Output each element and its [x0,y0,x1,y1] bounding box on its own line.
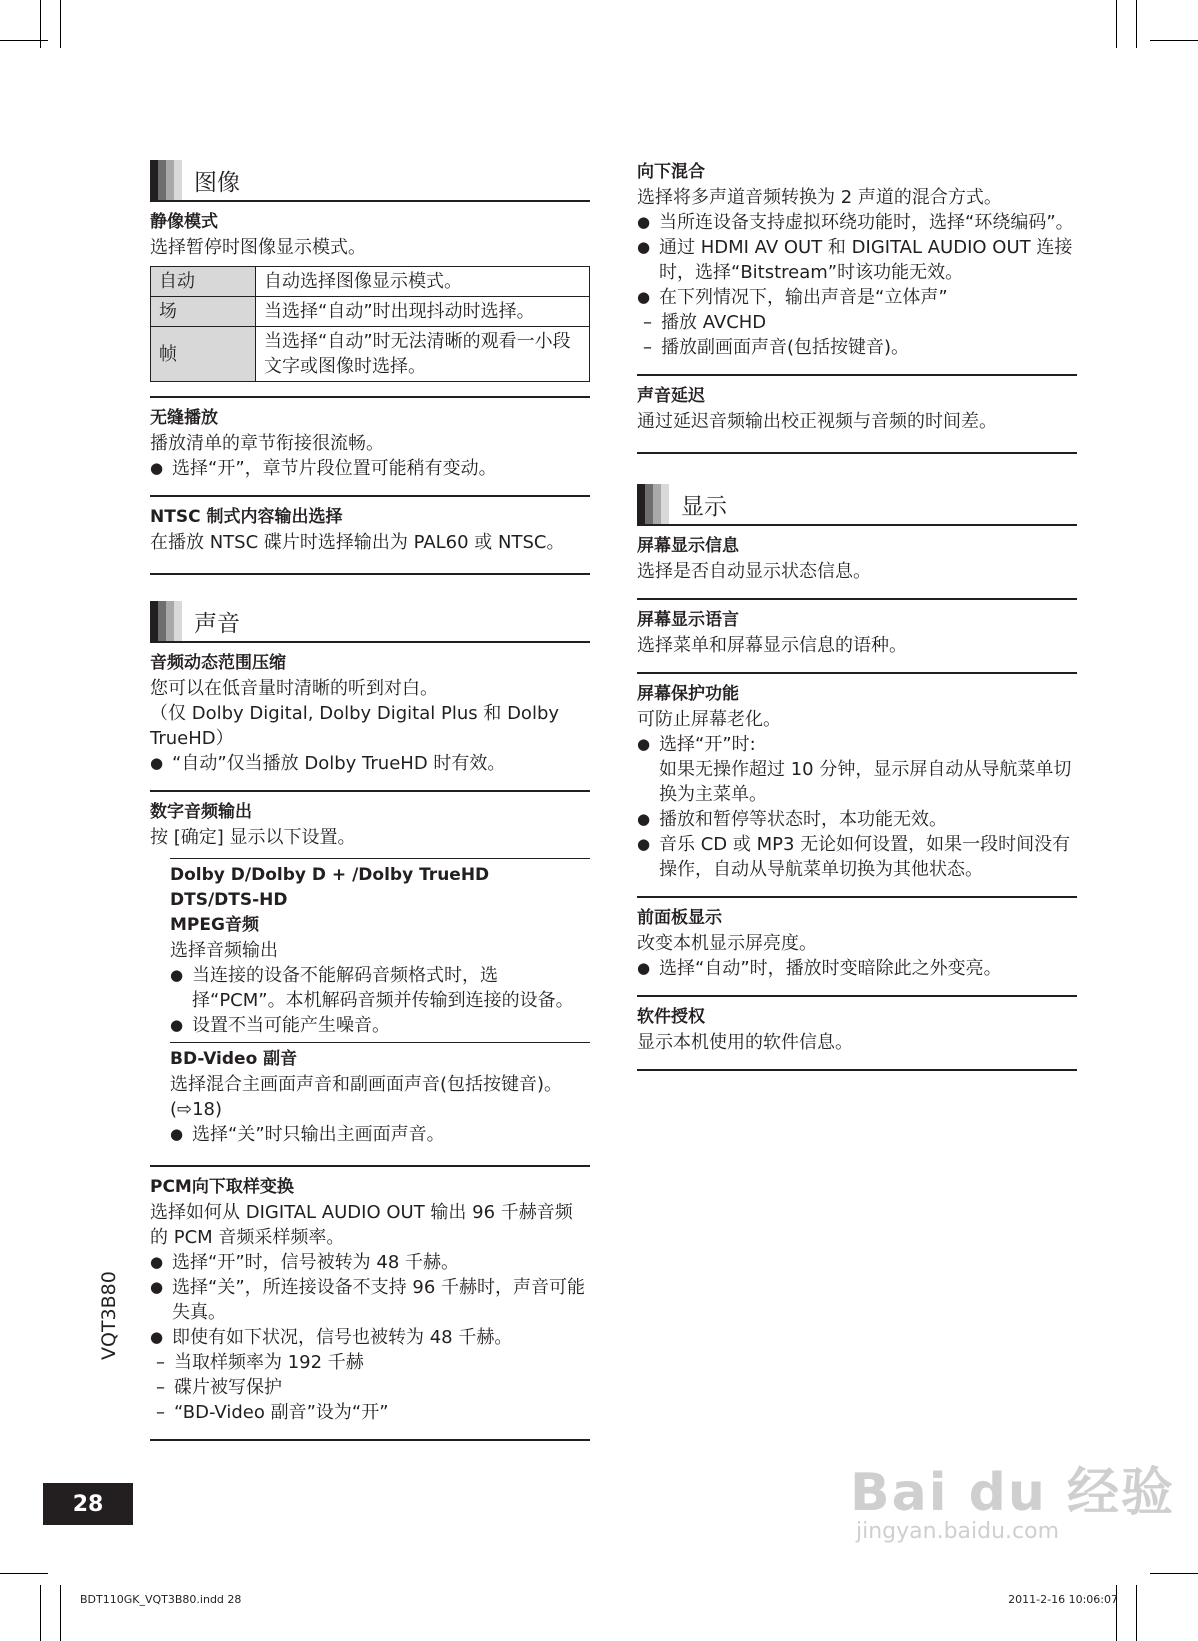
right-column [637,160,1077,1071]
setting-heading: 无缝播放 [150,408,218,428]
setting-heading: 静像模式 [150,212,218,232]
setting-ntsc [150,497,590,575]
option-table [150,266,590,382]
crop-mark [60,0,61,48]
baidu-watermark [850,1450,1175,1544]
setting-heading: 软件授权 [637,1007,705,1027]
setting-osd-language [637,600,1077,674]
setting-heading: PCM向下取样变换 [150,1177,294,1197]
crop-mark [0,1573,48,1574]
setting-heading: 音频动态范围压缩 [150,653,286,673]
page-number: 28 [43,1483,133,1525]
footer-timestamp: 2011-2-16 10:06:07 [1008,1593,1118,1606]
section-bars-icon [637,484,669,524]
setting-desc: 播放清单的章节衔接很流畅。 [150,433,384,454]
crop-mark [1150,40,1198,41]
setting-desc: 按 [确定] 显示以下设置。 [150,827,356,848]
setting-desc: 通过延迟音频输出校正视频与音频的时间差。 [637,411,997,432]
dash-item: – 播放副画面声音(包括按键音)。 [637,335,1077,360]
setting-digital-audio [150,792,590,1167]
setting-audio-delay [637,376,1077,454]
setting-heading: 屏幕显示信息 [637,536,739,556]
watermark-brand: Bai du 经验 [850,1463,1175,1523]
setting-desc: 选择暂停时图像显示模式。 [150,237,366,258]
setting-desc: 显示本机使用的软件信息。 [637,1032,853,1053]
bullet-item: ● 当连接的设备不能解码音频格式时，选择“PCM”。本机解码音频并传输到连接的设备。 [170,963,590,1013]
dash-item: – 碟片被写保护 [150,1375,590,1400]
crop-mark [40,0,41,48]
setting-note: （仅 Dolby Digital, Dolby Digital Plus 和 Dolby TrueHD） [150,703,560,749]
setting-front-panel [637,898,1077,997]
crop-mark [40,1585,41,1641]
section-bars-icon [150,160,182,200]
setting-heading: 声音延迟 [637,386,705,406]
setting-heading: 数字音频输出 [150,802,252,822]
setting-drc [150,649,590,792]
subsetting-bd-video [170,1042,590,1151]
watermark-url: jingyan.baidu.com [856,1519,1060,1544]
setting-heading: 屏幕显示语言 [637,610,739,630]
dash-item: – 播放 AVCHD [637,310,1077,335]
crop-mark [1150,1573,1198,1574]
bullet-item: ● 即使有如下状况，信号也被转为 48 千赫。 [150,1325,590,1350]
bullet-item: ● 当所连设备支持虚拟环绕功能时，选择“环绕编码”。 [637,210,1077,235]
bullet-item: ● 选择“开”，章节片段位置可能稍有变动。 [150,456,590,481]
subsetting-heading: Dolby D/Dolby D + /Dolby TrueHD [170,865,490,885]
setting-pcm [150,1167,590,1441]
table-row [151,267,590,297]
bullet-item: ● 在下列情况下，输出声音是“立体声” [637,285,1077,310]
setting-desc: 选择将多声道音频转换为 2 声道的混合方式。 [637,187,1002,208]
option-name: 自动 [151,267,256,297]
setting-osd [637,532,1077,600]
setting-downmix [637,160,1077,376]
bullet-item: ● 选择“开”时: [637,732,1077,757]
bullet-item: ● 选择“开”时，信号被转为 48 千赫。 [150,1250,590,1275]
setting-software-license [637,997,1077,1071]
bullet-item: ● 选择“关”，所连接设备不支持 96 千赫时，声音可能失真。 [150,1275,590,1325]
bullet-item: ● 选择“关”时只输出主画面声音。 [170,1122,590,1147]
section-bars-icon [150,601,182,641]
setting-heading: 向下混合 [637,162,705,182]
bullet-item: ● 设置不当可能产生噪音。 [170,1013,590,1038]
setting-screen-saver [637,674,1077,898]
subsetting-heading: MPEG音频 [170,915,259,935]
option-desc: 当选择“自动”时无法清晰的观看一小段文字或图像时选择。 [256,327,590,382]
setting-desc: 您可以在低音量时清晰的听到对白。 [150,678,438,699]
setting-desc: 选择如何从 DIGITAL AUDIO OUT 输出 96 千赫音频的 PCM 音频采样频率。 [150,1202,573,1248]
section-title: 图像 [194,169,240,196]
indented-text: 如果无操作超过 10 分钟，显示屏自动从导航菜单切换为主菜单。 [659,759,1072,805]
setting-heading: 屏幕保护功能 [637,684,739,704]
option-name: 帧 [151,327,256,382]
bullet-item: ● 音乐 CD 或 MP3 无论如何设置，如果一段时间没有操作，自动从导航菜单切换为其他状态。 [637,832,1077,882]
crop-mark [1116,0,1117,48]
table-row [151,297,590,327]
section-header-image [150,160,590,202]
setting-heading: 前面板显示 [637,908,722,928]
setting-desc: 可防止屏幕老化。 [637,709,781,730]
crop-mark [1136,0,1137,48]
dash-item: – 当取样频率为 192 千赫 [150,1350,590,1375]
model-code: VQT3B80 [98,1271,120,1360]
crop-mark [60,1585,61,1641]
subsetting-desc: 选择音频输出 [170,940,278,961]
option-desc: 自动选择图像显示模式。 [256,267,590,297]
subsetting-desc: 选择混合主画面声音和副画面声音(包括按键音)。(⇨18) [170,1074,563,1120]
subsetting-heading: DTS/DTS-HD [170,890,288,910]
setting-desc: 改变本机显示屏亮度。 [637,933,817,954]
left-column [150,160,590,1441]
subsetting-heading: BD-Video 副音 [170,1049,298,1069]
subsetting-dolby [170,858,590,1042]
section-header-sound [150,601,590,643]
setting-desc: 在播放 NTSC 碟片时选择输出为 PAL60 或 NTSC。 [150,532,565,553]
setting-still-mode [150,208,590,398]
option-name: 场 [151,297,256,327]
bullet-item: ● 选择“自动”时，播放时变暗除此之外变亮。 [637,956,1077,981]
setting-heading: NTSC 制式内容输出选择 [150,507,343,527]
setting-seamless [150,398,590,497]
bullet-item: ● 通过 HDMI AV OUT 和 DIGITAL AUDIO OUT 连接时，选择“Bitstream”时该功能无效。 [637,235,1077,285]
section-header-display [637,484,1077,526]
crop-mark [1136,1585,1137,1641]
setting-desc: 选择菜单和屏幕显示信息的语种。 [637,635,907,656]
section-title: 显示 [681,493,727,520]
bullet-item: ● “自动”仅当播放 Dolby TrueHD 时有效。 [150,751,590,776]
dash-item: – “BD-Video 副音”设为“开” [150,1400,590,1425]
section-title: 声音 [194,610,240,637]
bullet-item: ● 播放和暂停等状态时，本功能无效。 [637,807,1077,832]
footer-file: BDT110GK_VQT3B80.indd 28 [80,1593,242,1606]
table-row [151,327,590,382]
setting-desc: 选择是否自动显示状态信息。 [637,561,871,582]
option-desc: 当选择“自动”时出现抖动时选择。 [256,297,590,327]
